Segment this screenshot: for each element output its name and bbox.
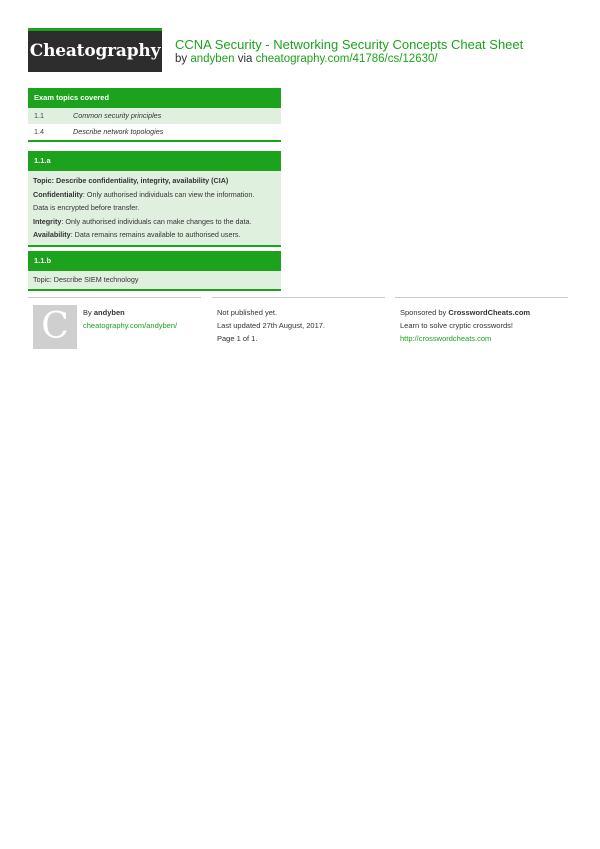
integrity-text: : Only authorised individuals can make changes to the data.: [61, 216, 252, 226]
cia-topic: Topic: Describe confidentiality, integrity, availability (CIA): [33, 176, 229, 185]
section-1-1-b-content: [28, 271, 281, 289]
topic-text: Describe network topologies: [73, 127, 164, 136]
page-number: Page 1 of 1.: [217, 334, 258, 343]
box-divider: [28, 289, 281, 291]
sponsor-tagline: Learn to solve cryptic crosswords!: [400, 321, 513, 330]
exam-topics-box: [28, 88, 281, 142]
section-1-1-b-heading: 1.1.b: [28, 251, 281, 271]
sponsored-label: Sponsored by: [400, 308, 447, 317]
footer-author-name[interactable]: andyben: [93, 308, 125, 317]
cheatography-logo[interactable]: [28, 28, 162, 72]
author-link[interactable]: andyben: [190, 53, 235, 65]
published-status: Not published yet.: [217, 308, 278, 317]
availability-text: : Data remains remains available to authorised users.: [70, 230, 241, 240]
avatar-letter: C: [41, 306, 69, 347]
page-title[interactable]: CCNA Security - Networking Security Concepts Cheat Sheet: [175, 37, 524, 52]
box-divider: [28, 140, 281, 142]
topic-text: Common security principles: [73, 111, 162, 120]
exam-topics-heading: Exam topics covered: [28, 88, 281, 108]
integrity-label: Integrity: [33, 216, 62, 226]
section-1-1-a-content: [28, 171, 281, 245]
last-updated: Last updated 27th August, 2017.: [217, 321, 326, 330]
footer-sponsor: [395, 297, 568, 345]
table-row: [28, 124, 281, 140]
box-divider: [28, 245, 281, 247]
footer-by-label: By: [83, 308, 92, 317]
footer-meta: [212, 297, 385, 345]
table-row: [28, 108, 281, 124]
confidentiality-text: : Only authorised individuals can view the information.: [82, 189, 255, 199]
section-1-1-b-box: [28, 251, 281, 291]
section-1-1-a-box: [28, 151, 281, 247]
section-1-1-a-heading: 1.1.a: [28, 151, 281, 171]
author-avatar[interactable]: [33, 305, 77, 349]
sponsor-name[interactable]: CrosswordCheats.com: [448, 308, 531, 317]
footer-author-url[interactable]: cheatography.com/andyben/: [83, 321, 178, 330]
encrypted-line: Data is encrypted before transfer.: [33, 203, 140, 213]
sponsor-url[interactable]: http://crosswordcheats.com: [400, 334, 492, 343]
confidentiality-label: Confidentiality: [33, 189, 83, 199]
topic-number: 1.1: [34, 111, 44, 120]
topic-number: 1.4: [34, 127, 44, 136]
footer-author: [28, 297, 201, 353]
siem-topic: Topic: Describe SIEM technology: [33, 275, 139, 284]
by-label: by: [175, 53, 188, 65]
logo-text: Cheatography: [29, 41, 161, 61]
sheet-url-link[interactable]: cheatography.com/41786/cs/12630/: [255, 53, 438, 65]
byline: [175, 53, 438, 65]
availability-label: Availability: [33, 230, 71, 240]
via-label: via: [237, 53, 253, 65]
